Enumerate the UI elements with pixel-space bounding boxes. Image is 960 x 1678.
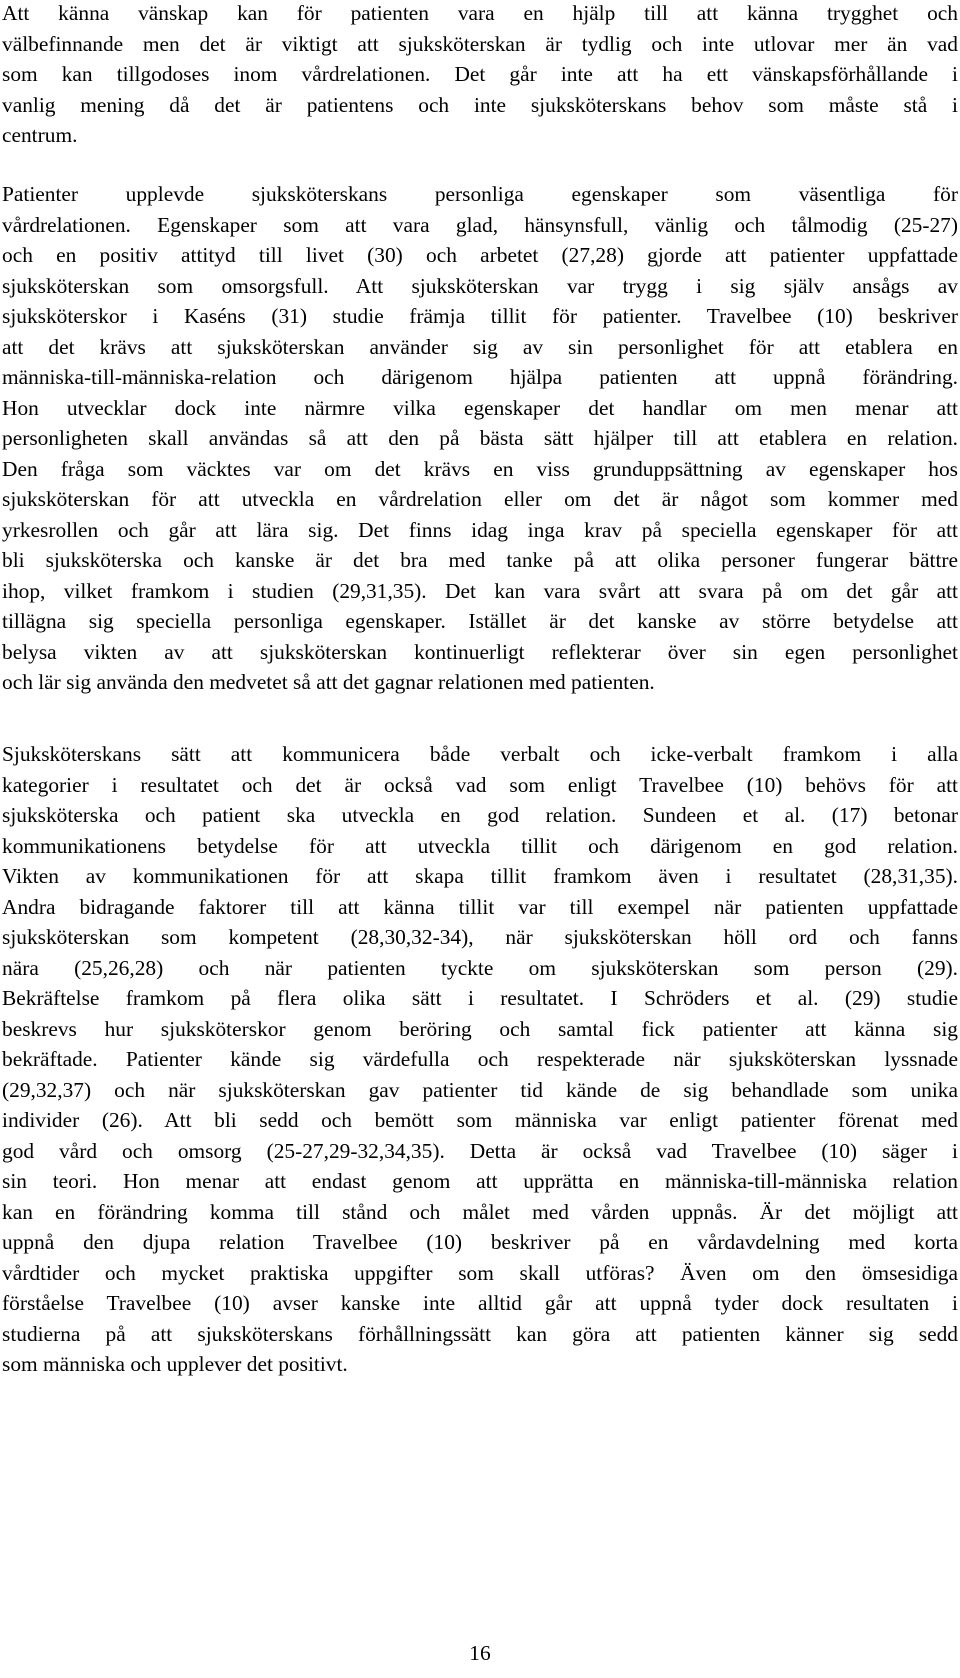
text-line: Patienter upplevde sjuksköterskans personliga egenskaper som väsentliga för — [2, 182, 958, 206]
text-line: bli sjuksköterska och kanske är det bra med tanke på att olika personer fungerar bättre — [2, 548, 958, 572]
text-line: nära (25,26,28) och när patienten tyckte om sjuksköterskan som person (29). — [2, 955, 958, 980]
paragraph-communication — [2, 739, 958, 1380]
text-line: människa-till-människa-relation och därigenom hjälpa patienten att uppnå förändring. — [2, 365, 958, 389]
text-line: bekräftade. Patienter kände sig värdefulla och respekterade när sjuksköterskan lyssnade — [2, 1047, 958, 1071]
text-line: vårdrelationen. Egenskaper som att vara glad, hänsynsfull, vänlig och tålmodig (25-27) — [2, 212, 958, 237]
text-line: tillägna sig speciella personliga egenskaper. Istället är det kanske av större betydelse att — [2, 609, 958, 633]
text-line: och lär sig använda den medvetet så att det gagnar relationen med patienten. — [2, 670, 655, 694]
text-line: ihop, vilket framkom i studien (29,31,35). Det kan vara svårt att svara på om det går att — [2, 578, 958, 603]
text-line: sjuksköterskor i Kaséns (31) studie främja tillit för patienter. Travelbee (10) beskriver — [2, 304, 958, 328]
text-line: uppnå den djupa relation Travelbee (10) beskriver på en vårdavdelning med korta — [2, 1230, 958, 1254]
text-line: att det krävs att sjuksköterskan använder sig av sin personlighet för att etablera en — [2, 334, 958, 359]
text-line: personligheten skall användas så att den på bästa sätt hjälper till att etablera en relation. — [2, 426, 958, 450]
text-line: sjuksköterskan för att utveckla en vårdrelation eller om det är något som kommer med — [2, 487, 958, 511]
text-line: individer (26). Att bli sedd och bemött som människa var enligt patienter förenat med — [2, 1108, 958, 1132]
text-line: sjuksköterskan som omsorgsfull. Att sjuksköterskan var trygg i sig själv ansågs av — [2, 273, 958, 298]
text-line: studierna på att sjuksköterskans förhållningssätt kan göra att patienten känner sig sedd — [2, 1321, 958, 1346]
text-line: kan en förändring komma till stånd och målet med vården uppnås. Är det möjligt att — [2, 1199, 958, 1224]
text-line: Andra bidragande faktorer till att känna tillit var till exempel när patienten uppfattade — [2, 894, 958, 919]
text-line: Sjuksköterskans sätt att kommunicera både verbalt och icke-verbalt framkom i alla — [2, 742, 958, 766]
page-number: 16 — [469, 1641, 491, 1665]
text-line: Att känna vänskap kan för patienten vara en hjälp till att känna trygghet och — [2, 1, 958, 25]
text-line: belysa vikten av att sjuksköterskan kontinuerligt reflekterar över sin egen personlighet — [2, 639, 958, 664]
text-line: och en positiv attityd till livet (30) och arbetet (27,28) gjorde att patienter uppfattade — [2, 243, 958, 267]
text-line: centrum. — [2, 123, 78, 147]
text-line: vanlig mening då det är patientens och inte sjuksköterskans behov som måste stå i — [2, 92, 958, 117]
text-line: Bekräftelse framkom på flera olika sätt i resultatet. I Schröders et al. (29) studie — [2, 986, 958, 1010]
paragraph-friendship — [2, 0, 958, 151]
text-line: (29,32,37) och när sjuksköterskan gav patienter tid kände de sig behandlade som unika — [2, 1077, 958, 1102]
text-line: sjuksköterska och patient ska utveckla en god relation. Sundeen et al. (17) betonar — [2, 803, 958, 827]
text-line: förståelse Travelbee (10) avser kanske inte alltid går att uppnå tyder dock resultaten i — [2, 1291, 958, 1315]
text-line: som kan tillgodoses inom vårdrelationen. Det går inte att ha ett vänskapsförhållande i — [2, 62, 958, 86]
text-line: god vård och omsorg (25-27,29-32,34,35). Detta är också vad Travelbee (10) säger i — [2, 1138, 958, 1163]
text-line: vårdtider och mycket praktiska uppgifter som skall utföras? Även om den ömsesidiga — [2, 1260, 958, 1285]
text-line: välbefinnande men det är viktigt att sjuksköterskan är tydlig och inte utlovar mer än vad — [2, 31, 958, 56]
text-line: kategorier i resultatet och det är också vad som enligt Travelbee (10) behövs för att — [2, 772, 958, 797]
text-line: sin teori. Hon menar att endast genom att upprätta en människa-till-människa relation — [2, 1169, 958, 1193]
text-line: yrkesrollen och går att lära sig. Det finns idag inga krav på speciella egenskaper för att — [2, 517, 958, 542]
text-line: Hon utvecklar dock inte närmre vilka egenskaper det handlar om men menar att — [2, 395, 958, 420]
text-line: kommunikationens betydelse för att utveckla tillit och därigenom en god relation. — [2, 833, 958, 858]
text-line: som människa och upplever det positivt. — [2, 1352, 348, 1376]
text-line: beskrevs hur sjuksköterskor genom beröring och samtal fick patienter att känna sig — [2, 1016, 958, 1041]
paragraph-personal-qualities — [2, 179, 958, 698]
text-line: Vikten av kommunikationen för att skapa tillit framkom även i resultatet (28,31,35). — [2, 864, 958, 888]
text-line: Den fråga som väcktes var om det krävs en viss grunduppsättning av egenskaper hos — [2, 456, 958, 481]
text-line: sjuksköterskan som kompetent (28,30,32-34), när sjuksköterskan höll ord och fanns — [2, 925, 958, 949]
